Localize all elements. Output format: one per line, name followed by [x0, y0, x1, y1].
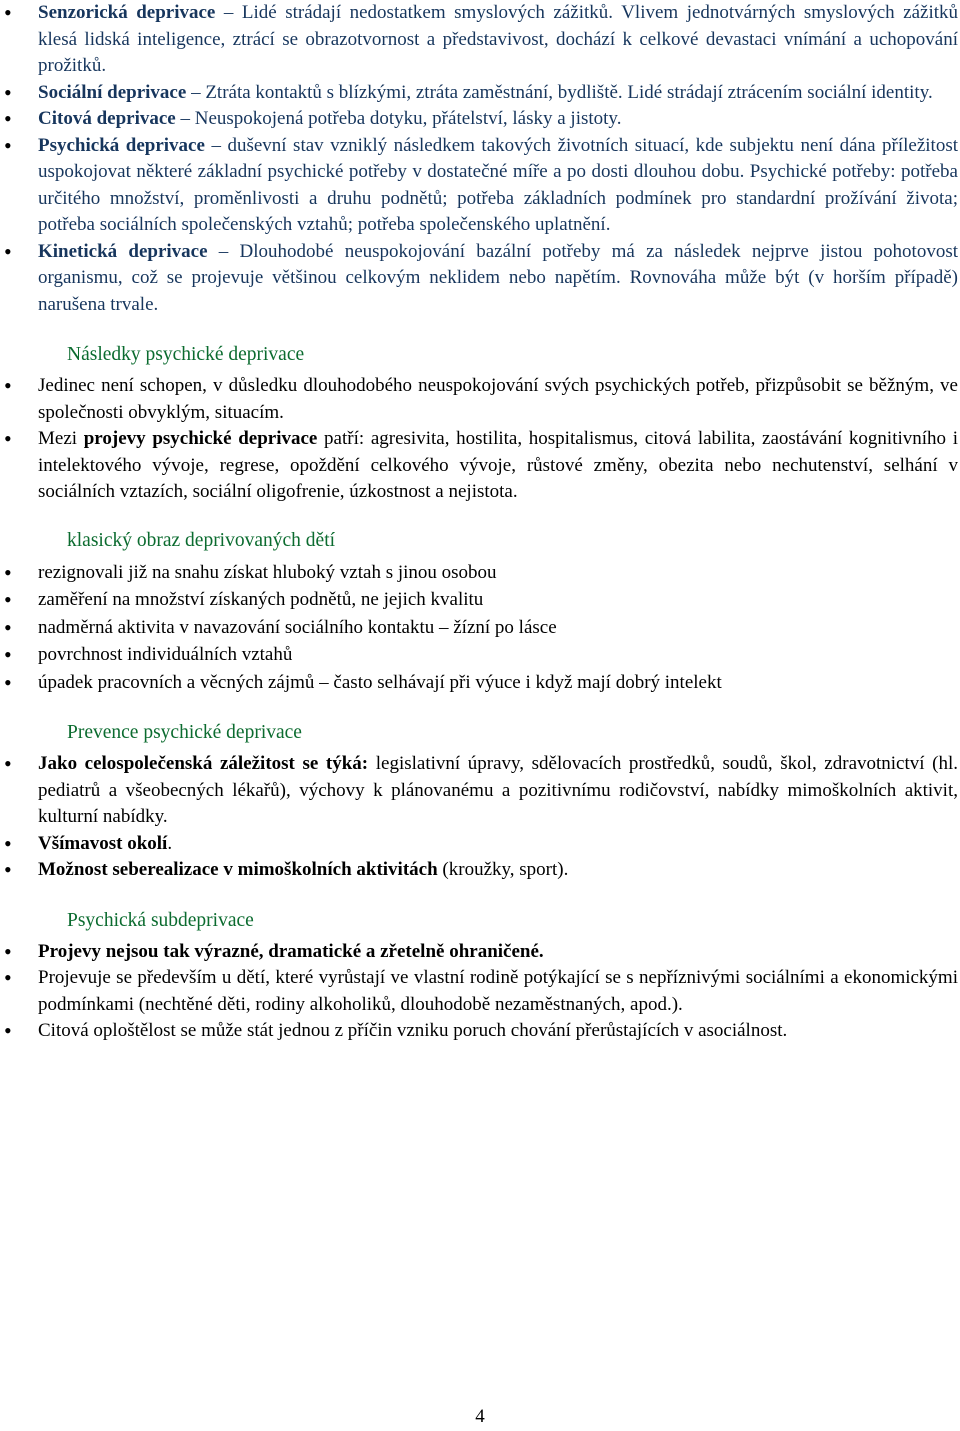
consequences-list [0, 373, 960, 506]
list-item-kineticka [0, 239, 960, 319]
list-item: • rezignovali již na snahu získat hluboký vztah s jinou osobou [0, 560, 960, 587]
item-text-bold: projevy psychické deprivace [83, 428, 318, 449]
definition-tail: Lidé strádají ztrácením sociální identity. [622, 81, 933, 103]
definition-text: Ztráta kontaktů s blízkými, ztráta zaměstnání, bydliště. [205, 81, 623, 103]
deprivation-types-list [0, 0, 960, 318]
list-item-projevy-nejsou [0, 939, 960, 966]
heading-subdeprivace: Psychická subdeprivace [67, 909, 254, 931]
item-text-bold: Jako celospolečenská záležitost se týká: [38, 753, 369, 774]
item-text-bold: Projevy nejsou tak výrazné, dramatické a zřetelně ohraničené. [38, 940, 544, 962]
dash: – [175, 108, 195, 129]
list-item-projevuje-se [0, 965, 960, 1018]
subdeprivation-list [0, 939, 960, 1045]
page-number: 4 [475, 1406, 485, 1427]
definition-text: duševní stav vzniklý následkem takových životních situací, kde subjektu není dána příležitost uspokojovat některé základní psychické potřeby v dostatečné míře a po dosti dlouhou dobu. [38, 134, 959, 182]
definition-text: Neuspokojená potřeba dotyku, přátelství, lásky a jistoty. [194, 108, 622, 129]
item-text: legislativní úpravy, sdělovacích prostředků, soudů, škol, zdravotnictví (hl. pediatrů a všeobecných lékařů), výchovy k plánovanému a pozitivnímu rodičovství, nabídky mimoškolních aktivit, kulturní nabídky. [38, 753, 959, 827]
list-item-psychicka [0, 133, 960, 239]
list-item-seberealizace [0, 857, 960, 884]
definition-tail: Rovnováha může být (v horším případě) narušena trvale. [38, 267, 958, 315]
definition-tail: Psychické potřeby: potřeba určitého množství, proměnlivosti a druhu podnětů; potřeba základních podmínek pro standardní prožívání života; potřeba sociálních společenských vztahů; potřeba společenského uplatnění. [38, 161, 958, 235]
item-text: . [167, 832, 173, 854]
term-label: Sociální deprivace [38, 81, 187, 103]
item-text: Projevuje se především u dětí, které vyrůstají ve vlastní rodině potýkající se s nepříznivými sociálními a ekonomickými podmínkami (nechtěné děti, rodiny alkoholiků, dlouhodobě nezaměstnaných, apod.). [38, 967, 958, 1015]
list-item-citova-oplostelost [0, 1018, 960, 1045]
list-item-projevy [0, 426, 960, 506]
prevention-list [0, 751, 960, 884]
heading-nasledky: Následky psychické deprivace [67, 344, 305, 365]
list-item-citova [0, 106, 960, 133]
item-text: (kroužky, sport). [437, 859, 569, 880]
item-text: Jedinec není schopen, v důsledku dlouhodobého neuspokojování svých psychických potřeb, přizpůsobit se běžným, ve společnosti obvyklým, situacím. [38, 375, 958, 423]
classic-picture-list [0, 560, 960, 697]
item-text: Citová oploštělost se může stát jednou z příčin vzniku poruch chování přerůstajících v asociálnost. [38, 1020, 788, 1041]
item-text-bold: Všímavost okolí [38, 832, 168, 854]
dash: – [204, 134, 228, 156]
list-item-vsimavost [0, 831, 960, 858]
list-item: • povrchnost individuálních vztahů [0, 642, 960, 669]
heading-prevence: Prevence psychické deprivace [67, 722, 302, 743]
term-label: Psychická deprivace [38, 134, 205, 156]
list-item-jedinec [0, 373, 960, 426]
definition-text: Lidé strádají nedostatkem smyslových zážitků. Vlivem jednotvárných smyslových zážitků klesá lidská inteligence, ztrácí se obrazotvornost a představivost, dochází k celkové devastaci vnímání a uchopování prožitků. [38, 2, 959, 76]
list-item: • úpadek pracovních a věcných zájmů – často selhávají při výuce i když mají dobrý intelekt [0, 670, 960, 697]
list-item-socialni [0, 80, 960, 107]
item-text-pre: Mezi [38, 428, 84, 449]
list-item: • nadměrná aktivita v navazování sociálního kontaktu – žízní po lásce [0, 615, 960, 642]
item-text-post: patří: agresivita, hostilita, hospitalismus, citová labilita, zaostávání kognitivního i intelektového vývoje, regrese, opoždění celkového vývoje, růstové změny, obezita nebo nechutenství, selhání v sociálních vztazích, sociální oligofrenie, úzkostnost a nejistota. [38, 428, 958, 502]
term-label: Senzorická deprivace [38, 2, 216, 23]
dash: – [215, 2, 242, 23]
term-label: Citová deprivace [38, 108, 176, 129]
item-text-bold: Možnost seberealizace v mimoškolních aktivitách [38, 859, 438, 880]
list-item-senzoricka [0, 0, 960, 80]
term-label: Kinetická deprivace [38, 240, 208, 262]
dash: – [207, 240, 240, 262]
list-item: • zaměření na množství získaných podnětů, ne jejich kvalitu [0, 587, 960, 614]
heading-klasicky-obraz: klasický obraz deprivovaných dětí [67, 529, 336, 551]
definition-text: Dlouhodobé neuspokojování bazální potřeby má za následek nejprve jistou pohotovost organismu, což se projevuje většinou celkovým neklidem nebo napětím. [38, 240, 959, 288]
dash: – [186, 81, 206, 103]
list-item-celospolecenska [0, 751, 960, 831]
